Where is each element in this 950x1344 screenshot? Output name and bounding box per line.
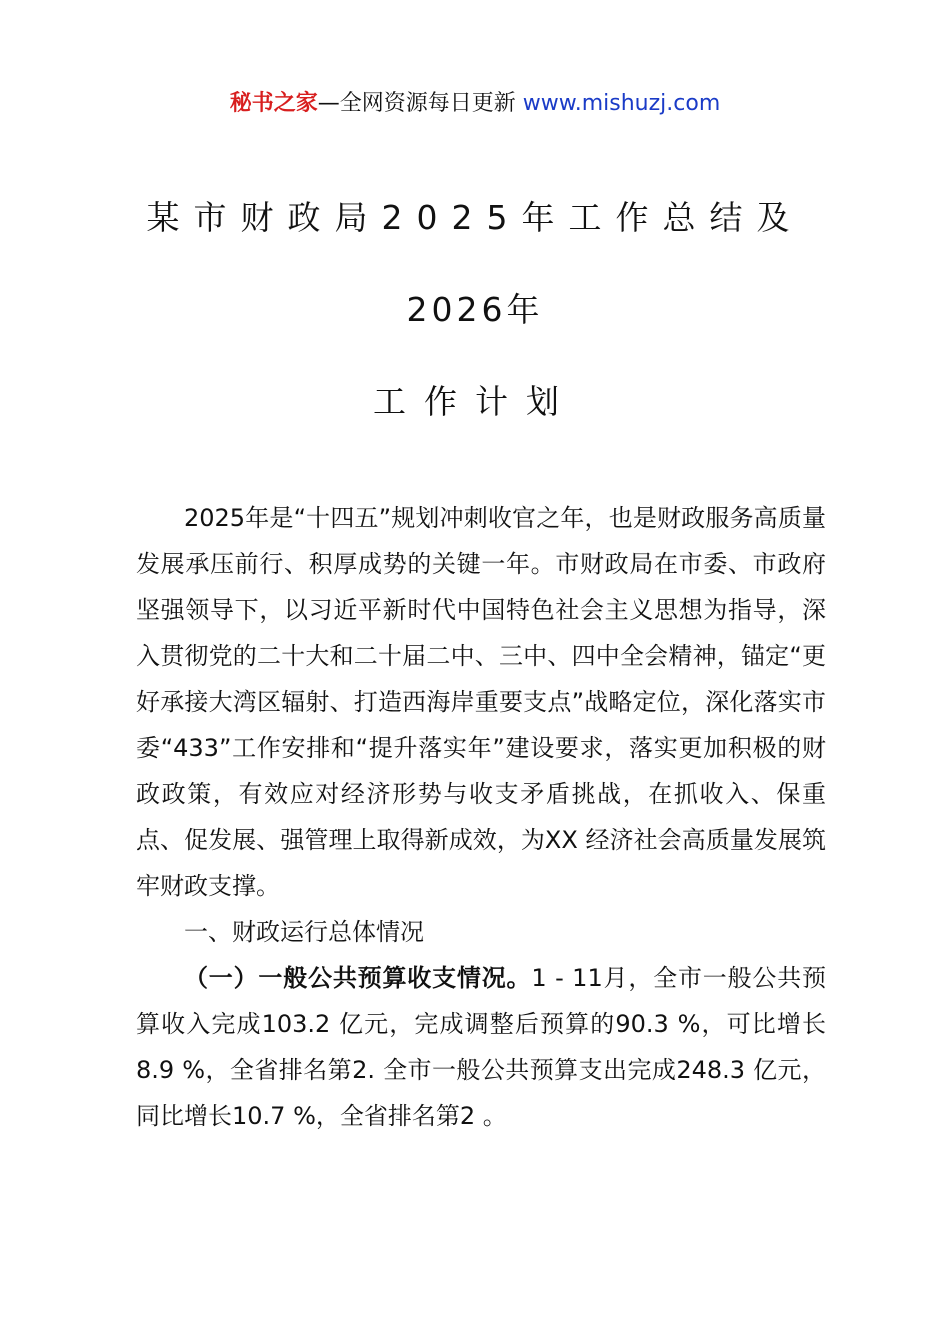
- brand-name: 秘书之家: [229, 91, 318, 116]
- intro-paragraph: 2025年是“十四五”规划冲刺收官之年，也是财政服务高质量发展承压前行、积厚成势的关键一年。市财政局在市委、市政府坚强领导下，以习近平新时代中国特色社会主义思想为指导，深入贯彻党的二十大和二十届二中、三中、四中全会精神，锚定“更好承接大湾区辐射、打造西海岸重要支点”战略定位，深化落实市委“433”工作安排和“提升落实年”建设要求，落实更加积极的财政政策，有效应对经济形势与收支矛盾挑战，在抓收入、保重点、促发展、强管理上取得新成效，为XX 经济社会高质量发展筑牢财政支撑。: [136, 504, 826, 900]
- document-title-line-3: 工作计划: [373, 382, 577, 421]
- subsection-text-1: 1 - 11月，全市一般公共预算收入完成103.2 亿元，完成调整后预算的90.3 %，可比增长8.9 %，全省排名第2. 全市一般公共预算支出完成248.3 亿元，同比增长10.7 %，全省排名第2 。: [136, 964, 827, 1130]
- document-title-line-2: 2026年: [406, 290, 544, 329]
- subsection-paragraph-1: [136, 955, 826, 1139]
- document-title-line-1: 某市财政局2025年工作总结及: [146, 198, 804, 237]
- subsection-heading-1: （一）一般公共预算收支情况。: [184, 964, 532, 992]
- header-slogan: —全网资源每日更新: [317, 91, 516, 116]
- document-body: [136, 495, 826, 1139]
- site-url-link[interactable]: www.mishuzj.com: [522, 91, 721, 116]
- section-heading-1: 一、财政运行总体情况: [184, 918, 424, 946]
- site-header: [0, 88, 950, 120]
